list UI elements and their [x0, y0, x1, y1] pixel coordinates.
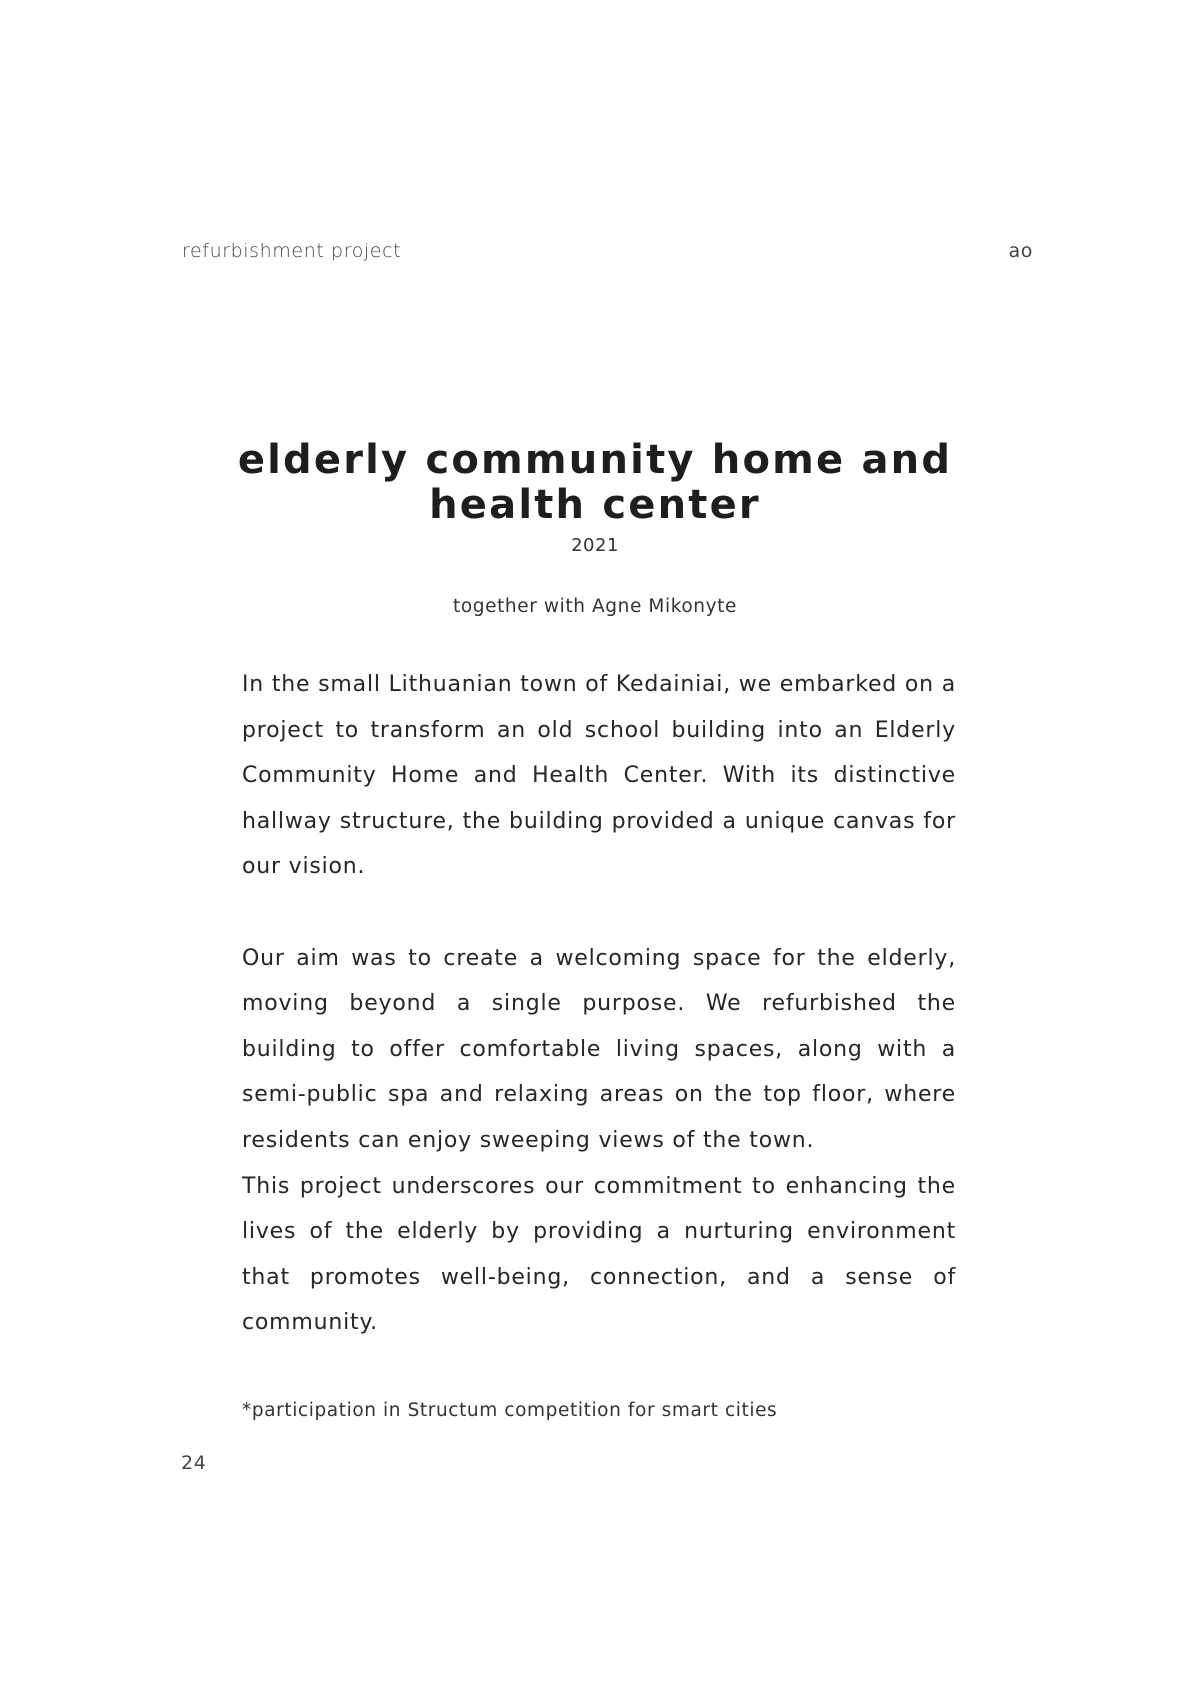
author-initials: ao — [1008, 240, 1033, 262]
collaboration-credit: together with Agne Mikonyte — [452, 596, 738, 617]
description-paragraph-3: This project underscores our commitment to enhancing the lives of the elderly by providing a nurturing environment that promotes well-being, connection, and a sense of community. — [242, 1173, 956, 1336]
footnote: *participation in Structum competition for smart cities — [242, 1400, 778, 1421]
project-year: 2021 — [571, 535, 619, 556]
section-label: refurbishment project — [182, 240, 402, 262]
description-paragraph-2: Our aim was to create a welcoming space for the elderly, moving beyond a single purpose. We refurbished the building to offer comfortable living spaces, along with a semi-public spa and relaxing areas on the top floor, where residents can enjoy sweeping views of the town. — [242, 945, 956, 1153]
project-title-line-1: elderly community home and — [237, 437, 953, 483]
project-description — [242, 662, 956, 1346]
project-title — [0, 438, 1190, 528]
page-number: 24 — [181, 1452, 207, 1474]
project-title-line-2: health center — [429, 482, 761, 528]
description-paragraph-1: In the small Lithuanian town of Kedainiai, we embarked on a project to transform an old school building into an Elderly Community Home and Health Center. With its distinctive hallway structure, the building provided a unique canvas for our vision. — [242, 672, 956, 880]
